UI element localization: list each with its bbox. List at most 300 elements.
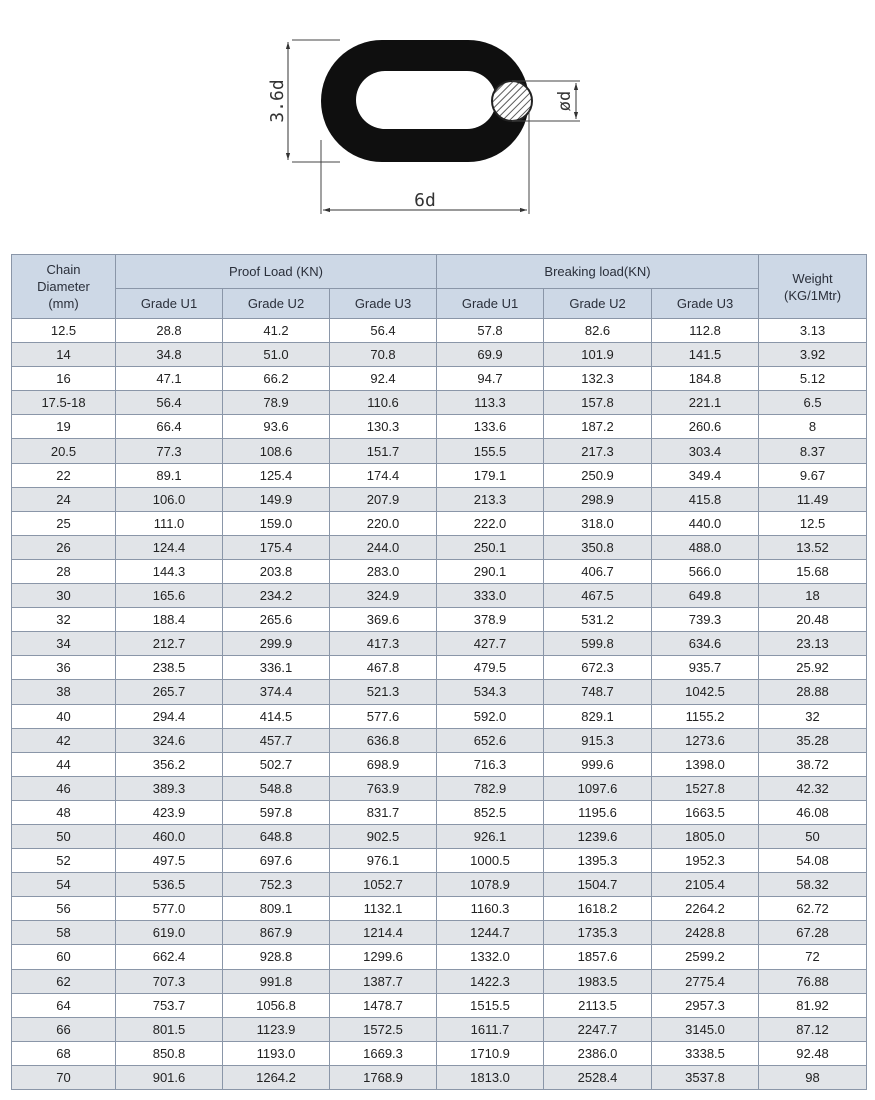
cell-breaking-u2: 2113.5: [544, 993, 652, 1017]
cell-weight: 92.48: [759, 1041, 867, 1065]
cell-weight: 32: [759, 704, 867, 728]
cell-breaking-u2: 217.3: [544, 439, 652, 463]
cell-breaking-u2: 1239.6: [544, 824, 652, 848]
header-proof-load: Proof Load (KN): [116, 255, 437, 289]
cell-breaking-u1: 1710.9: [437, 1041, 544, 1065]
cell-proof-u1: 28.8: [116, 319, 223, 343]
cell-breaking-u3: 184.8: [652, 367, 759, 391]
cell-proof-u1: 497.5: [116, 849, 223, 873]
cell-breaking-u2: 1097.6: [544, 776, 652, 800]
table-row: [12, 1017, 867, 1041]
cell-proof-u2: 648.8: [223, 824, 330, 848]
cell-proof-u2: 78.9: [223, 391, 330, 415]
cell-breaking-u3: 112.8: [652, 319, 759, 343]
cell-diameter: 16: [12, 367, 116, 391]
cell-weight: 38.72: [759, 752, 867, 776]
cell-diameter: 28: [12, 559, 116, 583]
cell-breaking-u3: 1042.5: [652, 680, 759, 704]
cell-breaking-u3: 488.0: [652, 535, 759, 559]
cell-weight: 11.49: [759, 487, 867, 511]
table-row: [12, 319, 867, 343]
cell-weight: 3.92: [759, 343, 867, 367]
table-row: [12, 632, 867, 656]
cell-breaking-u3: 2428.8: [652, 921, 759, 945]
cell-breaking-u2: 2247.7: [544, 1017, 652, 1041]
cell-breaking-u3: 349.4: [652, 463, 759, 487]
cell-breaking-u1: 1813.0: [437, 1065, 544, 1089]
cell-proof-u1: 188.4: [116, 608, 223, 632]
cell-breaking-u1: 427.7: [437, 632, 544, 656]
cell-diameter: 25: [12, 511, 116, 535]
cell-weight: 87.12: [759, 1017, 867, 1041]
cell-breaking-u2: 101.9: [544, 343, 652, 367]
cell-diameter: 20.5: [12, 439, 116, 463]
cell-breaking-u1: 179.1: [437, 463, 544, 487]
cell-breaking-u2: 1618.2: [544, 897, 652, 921]
cell-breaking-u2: 599.8: [544, 632, 652, 656]
chain-spec-table: [11, 254, 867, 1090]
cell-diameter: 19: [12, 415, 116, 439]
cell-proof-u3: 1132.1: [330, 897, 437, 921]
cell-breaking-u1: 1611.7: [437, 1017, 544, 1041]
cell-proof-u1: 89.1: [116, 463, 223, 487]
cell-diameter: 12.5: [12, 319, 116, 343]
cell-breaking-u3: 935.7: [652, 656, 759, 680]
cell-proof-u1: 212.7: [116, 632, 223, 656]
cell-proof-u1: 577.0: [116, 897, 223, 921]
cell-breaking-u3: 221.1: [652, 391, 759, 415]
cell-breaking-u1: 592.0: [437, 704, 544, 728]
cell-proof-u2: 125.4: [223, 463, 330, 487]
cell-proof-u2: 234.2: [223, 584, 330, 608]
cell-proof-u2: 299.9: [223, 632, 330, 656]
cell-breaking-u1: 534.3: [437, 680, 544, 704]
header-breaking-grade-u3: Grade U3: [652, 289, 759, 319]
cell-proof-u2: 697.6: [223, 849, 330, 873]
diameter-label: ød: [555, 90, 575, 112]
cell-proof-u1: 753.7: [116, 993, 223, 1017]
header-proof-grade-u3: Grade U3: [330, 289, 437, 319]
cell-proof-u1: 850.8: [116, 1041, 223, 1065]
cell-proof-u1: 389.3: [116, 776, 223, 800]
cell-diameter: 56: [12, 897, 116, 921]
cell-weight: 67.28: [759, 921, 867, 945]
cell-proof-u1: 707.3: [116, 969, 223, 993]
cell-breaking-u2: 318.0: [544, 511, 652, 535]
cell-breaking-u2: 672.3: [544, 656, 652, 680]
header-breaking-grade-u1: Grade U1: [437, 289, 544, 319]
cell-proof-u3: 1052.7: [330, 873, 437, 897]
cell-breaking-u2: 187.2: [544, 415, 652, 439]
cell-proof-u3: 1478.7: [330, 993, 437, 1017]
cell-diameter: 42: [12, 728, 116, 752]
cell-proof-u1: 111.0: [116, 511, 223, 535]
cell-breaking-u1: 213.3: [437, 487, 544, 511]
cell-breaking-u3: 566.0: [652, 559, 759, 583]
cell-proof-u1: 901.6: [116, 1065, 223, 1089]
cell-breaking-u1: 155.5: [437, 439, 544, 463]
cell-weight: 58.32: [759, 873, 867, 897]
cell-weight: 35.28: [759, 728, 867, 752]
cell-breaking-u1: 1332.0: [437, 945, 544, 969]
cell-proof-u2: 414.5: [223, 704, 330, 728]
cell-weight: 8.37: [759, 439, 867, 463]
cell-breaking-u3: 634.6: [652, 632, 759, 656]
cell-proof-u3: 244.0: [330, 535, 437, 559]
cell-proof-u2: 1056.8: [223, 993, 330, 1017]
cell-breaking-u3: 1155.2: [652, 704, 759, 728]
cell-breaking-u3: 739.3: [652, 608, 759, 632]
cell-breaking-u3: 1805.0: [652, 824, 759, 848]
table-row: [12, 439, 867, 463]
cell-proof-u3: 207.9: [330, 487, 437, 511]
cell-weight: 12.5: [759, 511, 867, 535]
cell-breaking-u3: 3338.5: [652, 1041, 759, 1065]
cell-breaking-u1: 94.7: [437, 367, 544, 391]
cell-diameter: 54: [12, 873, 116, 897]
cell-proof-u2: 108.6: [223, 439, 330, 463]
cell-proof-u2: 548.8: [223, 776, 330, 800]
cell-weight: 3.13: [759, 319, 867, 343]
cell-breaking-u1: 926.1: [437, 824, 544, 848]
table-row: [12, 559, 867, 583]
cell-proof-u2: 502.7: [223, 752, 330, 776]
cell-diameter: 50: [12, 824, 116, 848]
cell-weight: 8: [759, 415, 867, 439]
cell-proof-u3: 110.6: [330, 391, 437, 415]
cell-proof-u2: 41.2: [223, 319, 330, 343]
cell-weight: 28.88: [759, 680, 867, 704]
table-row: [12, 945, 867, 969]
header-proof-grade-u1: Grade U1: [116, 289, 223, 319]
cell-proof-u3: 1214.4: [330, 921, 437, 945]
cell-breaking-u2: 748.7: [544, 680, 652, 704]
table-row: [12, 1041, 867, 1065]
cell-breaking-u3: 440.0: [652, 511, 759, 535]
table-row: [12, 728, 867, 752]
cell-proof-u3: 698.9: [330, 752, 437, 776]
cell-proof-u2: 149.9: [223, 487, 330, 511]
cell-breaking-u1: 333.0: [437, 584, 544, 608]
cell-weight: 25.92: [759, 656, 867, 680]
cell-proof-u3: 577.6: [330, 704, 437, 728]
cell-diameter: 44: [12, 752, 116, 776]
cell-breaking-u3: 2599.2: [652, 945, 759, 969]
cell-breaking-u1: 479.5: [437, 656, 544, 680]
cell-breaking-u3: 141.5: [652, 343, 759, 367]
cell-breaking-u3: 260.6: [652, 415, 759, 439]
cell-proof-u3: 283.0: [330, 559, 437, 583]
table-row: [12, 993, 867, 1017]
cell-proof-u2: 752.3: [223, 873, 330, 897]
cell-proof-u3: 1299.6: [330, 945, 437, 969]
cell-weight: 15.68: [759, 559, 867, 583]
cell-breaking-u2: 2386.0: [544, 1041, 652, 1065]
cell-diameter: 30: [12, 584, 116, 608]
cell-breaking-u2: 915.3: [544, 728, 652, 752]
cell-breaking-u1: 222.0: [437, 511, 544, 535]
cell-breaking-u1: 652.6: [437, 728, 544, 752]
cell-diameter: 14: [12, 343, 116, 367]
cell-breaking-u1: 1000.5: [437, 849, 544, 873]
cell-breaking-u3: 3537.8: [652, 1065, 759, 1089]
cell-proof-u3: 467.8: [330, 656, 437, 680]
cell-breaking-u2: 1983.5: [544, 969, 652, 993]
cell-proof-u3: 151.7: [330, 439, 437, 463]
cell-proof-u3: 1572.5: [330, 1017, 437, 1041]
cell-diameter: 48: [12, 800, 116, 824]
cell-breaking-u2: 531.2: [544, 608, 652, 632]
cell-proof-u3: 70.8: [330, 343, 437, 367]
cell-diameter: 40: [12, 704, 116, 728]
cell-breaking-u3: 1663.5: [652, 800, 759, 824]
cell-weight: 46.08: [759, 800, 867, 824]
cell-proof-u1: 423.9: [116, 800, 223, 824]
table-row: [12, 849, 867, 873]
cell-weight: 42.32: [759, 776, 867, 800]
table-row: [12, 415, 867, 439]
table-row: [12, 487, 867, 511]
chain-link-inner: [356, 71, 496, 129]
cell-breaking-u3: 415.8: [652, 487, 759, 511]
cell-proof-u3: 130.3: [330, 415, 437, 439]
cell-breaking-u2: 467.5: [544, 584, 652, 608]
table-row: [12, 704, 867, 728]
cell-breaking-u3: 1398.0: [652, 752, 759, 776]
cell-breaking-u1: 1244.7: [437, 921, 544, 945]
cell-diameter: 34: [12, 632, 116, 656]
cell-proof-u1: 66.4: [116, 415, 223, 439]
cell-proof-u2: 159.0: [223, 511, 330, 535]
table-row: [12, 680, 867, 704]
cell-breaking-u3: 2775.4: [652, 969, 759, 993]
cell-proof-u3: 831.7: [330, 800, 437, 824]
table-row: [12, 921, 867, 945]
cell-diameter: 64: [12, 993, 116, 1017]
cell-proof-u3: 92.4: [330, 367, 437, 391]
cell-breaking-u2: 350.8: [544, 535, 652, 559]
cell-proof-u1: 265.7: [116, 680, 223, 704]
cell-breaking-u2: 157.8: [544, 391, 652, 415]
cell-diameter: 60: [12, 945, 116, 969]
cell-proof-u3: 417.3: [330, 632, 437, 656]
cell-breaking-u2: 406.7: [544, 559, 652, 583]
cell-proof-u2: 597.8: [223, 800, 330, 824]
cell-proof-u2: 51.0: [223, 343, 330, 367]
cell-breaking-u2: 1735.3: [544, 921, 652, 945]
table-body: [12, 319, 867, 1090]
cell-proof-u3: 220.0: [330, 511, 437, 535]
cell-breaking-u2: 2528.4: [544, 1065, 652, 1089]
cell-breaking-u1: 1515.5: [437, 993, 544, 1017]
cell-proof-u1: 662.4: [116, 945, 223, 969]
cell-breaking-u1: 852.5: [437, 800, 544, 824]
cell-breaking-u2: 250.9: [544, 463, 652, 487]
table-row: [12, 343, 867, 367]
table-row: [12, 776, 867, 800]
cell-proof-u2: 265.6: [223, 608, 330, 632]
cell-breaking-u1: 782.9: [437, 776, 544, 800]
cell-diameter: 32: [12, 608, 116, 632]
table-row: [12, 1065, 867, 1089]
cell-proof-u2: 457.7: [223, 728, 330, 752]
cell-breaking-u2: 132.3: [544, 367, 652, 391]
table-row: [12, 752, 867, 776]
cell-weight: 23.13: [759, 632, 867, 656]
cell-proof-u2: 374.4: [223, 680, 330, 704]
cell-proof-u1: 294.4: [116, 704, 223, 728]
cell-proof-u2: 1193.0: [223, 1041, 330, 1065]
cell-weight: 98: [759, 1065, 867, 1089]
cell-breaking-u2: 829.1: [544, 704, 652, 728]
header-breaking-grade-u2: Grade U2: [544, 289, 652, 319]
cell-proof-u1: 106.0: [116, 487, 223, 511]
cell-proof-u2: 809.1: [223, 897, 330, 921]
table-row: [12, 800, 867, 824]
cell-proof-u3: 369.6: [330, 608, 437, 632]
cell-breaking-u1: 1422.3: [437, 969, 544, 993]
cell-proof-u1: 144.3: [116, 559, 223, 583]
cell-diameter: 66: [12, 1017, 116, 1041]
cell-breaking-u3: 1273.6: [652, 728, 759, 752]
cell-proof-u1: 801.5: [116, 1017, 223, 1041]
cell-proof-u2: 93.6: [223, 415, 330, 439]
cell-proof-u1: 460.0: [116, 824, 223, 848]
cell-proof-u3: 763.9: [330, 776, 437, 800]
cell-breaking-u3: 2105.4: [652, 873, 759, 897]
cell-breaking-u2: 999.6: [544, 752, 652, 776]
table-row: [12, 656, 867, 680]
table-row: [12, 367, 867, 391]
cell-breaking-u1: 290.1: [437, 559, 544, 583]
cell-proof-u3: 174.4: [330, 463, 437, 487]
cross-section-circle: [492, 81, 532, 121]
cell-breaking-u1: 716.3: [437, 752, 544, 776]
cell-breaking-u1: 69.9: [437, 343, 544, 367]
cell-proof-u1: 536.5: [116, 873, 223, 897]
cell-diameter: 38: [12, 680, 116, 704]
cell-breaking-u2: 298.9: [544, 487, 652, 511]
cell-proof-u1: 324.6: [116, 728, 223, 752]
cell-breaking-u3: 3145.0: [652, 1017, 759, 1041]
cell-breaking-u3: 303.4: [652, 439, 759, 463]
cell-proof-u3: 1387.7: [330, 969, 437, 993]
cell-breaking-u2: 1195.6: [544, 800, 652, 824]
cell-weight: 9.67: [759, 463, 867, 487]
table-row: [12, 969, 867, 993]
width-label: 6d: [414, 190, 436, 211]
cell-proof-u3: 521.3: [330, 680, 437, 704]
cell-weight: 72: [759, 945, 867, 969]
cell-proof-u2: 203.8: [223, 559, 330, 583]
cell-diameter: 70: [12, 1065, 116, 1089]
cell-proof-u2: 867.9: [223, 921, 330, 945]
cell-weight: 13.52: [759, 535, 867, 559]
cell-diameter: 36: [12, 656, 116, 680]
cell-diameter: 68: [12, 1041, 116, 1065]
header-breaking-load: Breaking load(KN): [437, 255, 759, 289]
header-proof-grade-u2: Grade U2: [223, 289, 330, 319]
cell-proof-u2: 1123.9: [223, 1017, 330, 1041]
cell-diameter: 58: [12, 921, 116, 945]
table-row: [12, 873, 867, 897]
header-weight: Weight (KG/1Mtr): [759, 255, 867, 319]
table-row: [12, 897, 867, 921]
cell-breaking-u3: 1952.3: [652, 849, 759, 873]
cell-breaking-u1: 57.8: [437, 319, 544, 343]
cell-diameter: 17.5-18: [12, 391, 116, 415]
cell-diameter: 52: [12, 849, 116, 873]
cell-proof-u2: 928.8: [223, 945, 330, 969]
cell-weight: 62.72: [759, 897, 867, 921]
table-row: [12, 535, 867, 559]
cell-breaking-u1: 250.1: [437, 535, 544, 559]
cell-proof-u1: 77.3: [116, 439, 223, 463]
chain-link-diagram: [0, 0, 875, 250]
cell-breaking-u3: 1527.8: [652, 776, 759, 800]
cell-weight: 5.12: [759, 367, 867, 391]
cell-proof-u1: 56.4: [116, 391, 223, 415]
cell-proof-u2: 991.8: [223, 969, 330, 993]
cell-proof-u1: 238.5: [116, 656, 223, 680]
height-label: 3.6d: [267, 79, 288, 123]
cell-weight: 50: [759, 824, 867, 848]
cell-breaking-u1: 378.9: [437, 608, 544, 632]
cell-diameter: 24: [12, 487, 116, 511]
cell-breaking-u3: 2957.3: [652, 993, 759, 1017]
cell-proof-u1: 34.8: [116, 343, 223, 367]
cell-proof-u3: 976.1: [330, 849, 437, 873]
table-row: [12, 391, 867, 415]
table-row: [12, 608, 867, 632]
cell-proof-u1: 165.6: [116, 584, 223, 608]
cell-weight: 81.92: [759, 993, 867, 1017]
table-row: [12, 511, 867, 535]
cell-proof-u3: 902.5: [330, 824, 437, 848]
cell-breaking-u1: 133.6: [437, 415, 544, 439]
cell-diameter: 22: [12, 463, 116, 487]
cell-proof-u1: 47.1: [116, 367, 223, 391]
cell-proof-u2: 66.2: [223, 367, 330, 391]
cell-breaking-u1: 1078.9: [437, 873, 544, 897]
cell-proof-u1: 356.2: [116, 752, 223, 776]
cell-diameter: 26: [12, 535, 116, 559]
table-row: [12, 463, 867, 487]
cell-breaking-u1: 113.3: [437, 391, 544, 415]
cell-breaking-u2: 1857.6: [544, 945, 652, 969]
cell-weight: 76.88: [759, 969, 867, 993]
cell-weight: 54.08: [759, 849, 867, 873]
cell-diameter: 46: [12, 776, 116, 800]
cell-proof-u3: 1768.9: [330, 1065, 437, 1089]
cell-proof-u2: 336.1: [223, 656, 330, 680]
table-row: [12, 584, 867, 608]
header-chain-diameter: Chain Diameter (mm): [12, 255, 116, 319]
cell-breaking-u3: 2264.2: [652, 897, 759, 921]
cell-proof-u2: 1264.2: [223, 1065, 330, 1089]
cell-proof-u1: 619.0: [116, 921, 223, 945]
cell-proof-u3: 56.4: [330, 319, 437, 343]
table-row: [12, 824, 867, 848]
cell-breaking-u2: 82.6: [544, 319, 652, 343]
cell-weight: 6.5: [759, 391, 867, 415]
cell-proof-u3: 1669.3: [330, 1041, 437, 1065]
cell-breaking-u2: 1504.7: [544, 873, 652, 897]
cell-breaking-u2: 1395.3: [544, 849, 652, 873]
cell-proof-u3: 636.8: [330, 728, 437, 752]
cell-weight: 20.48: [759, 608, 867, 632]
cell-breaking-u3: 649.8: [652, 584, 759, 608]
